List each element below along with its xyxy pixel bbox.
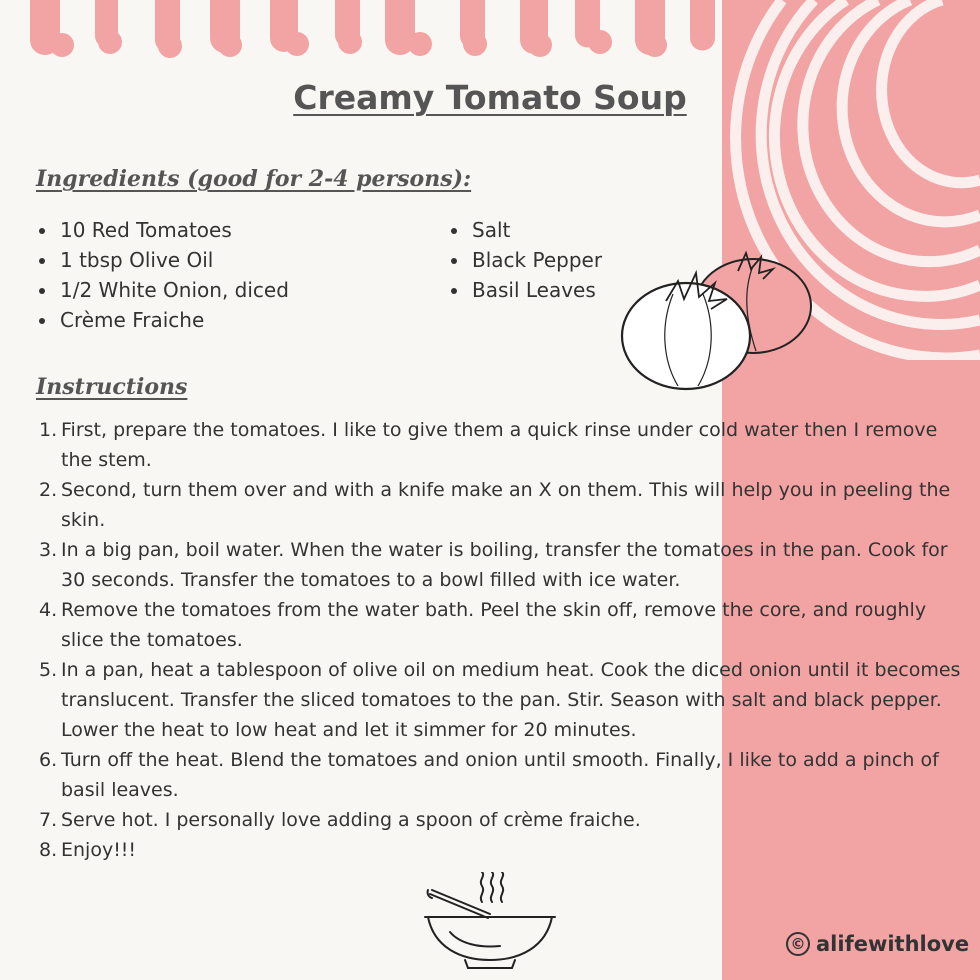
step-text: First, prepare the tomatoes. I like to give them a quick rinse under cold water then I remove the stem. bbox=[61, 419, 938, 471]
instruction-step bbox=[36, 595, 966, 655]
ingredients-list-right bbox=[448, 215, 602, 305]
step-text: Turn off the heat. Blend the tomatoes and onion until smooth. Finally, I like to add a pinch of basil leaves. bbox=[61, 749, 939, 801]
credit-text: alifewithlove bbox=[816, 932, 970, 956]
soup-bowl-icon bbox=[420, 872, 560, 972]
pink-drip-decoration bbox=[0, 0, 722, 70]
step-text: Remove the tomatoes from the water bath. Peel the skin off, remove the core, and roughly slice the tomatoes. bbox=[61, 599, 927, 651]
step-number: 1. bbox=[39, 419, 58, 441]
step-text: Enjoy!!! bbox=[61, 839, 137, 861]
list-item: 1/2 White Onion, diced bbox=[36, 275, 289, 305]
step-number: 4. bbox=[39, 599, 58, 621]
step-text: In a big pan, boil water. When the water is boiling, transfer the tomatoes in the pan. Cook for 30 seconds. Transfer the tomatoes to a bowl filled with ice water. bbox=[61, 539, 948, 591]
step-text: Second, turn them over and with a knife make an X on them. This will help you in peeling the skin. bbox=[61, 479, 951, 531]
instructions-heading: Instructions bbox=[36, 374, 188, 400]
instruction-step bbox=[36, 805, 966, 835]
ingredients-heading: Ingredients (good for 2-4 persons): bbox=[36, 166, 472, 192]
step-number: 2. bbox=[39, 479, 58, 501]
instructions-list bbox=[36, 415, 966, 865]
instruction-step bbox=[36, 415, 966, 475]
ingredients-list-left bbox=[36, 215, 289, 335]
step-number: 5. bbox=[39, 659, 58, 681]
list-item: 1 tbsp Olive Oil bbox=[36, 245, 289, 275]
step-number: 7. bbox=[39, 809, 58, 831]
list-item: Salt bbox=[448, 215, 602, 245]
instruction-step bbox=[36, 745, 966, 805]
step-text: Serve hot. I personally love adding a spoon of crème fraiche. bbox=[61, 809, 641, 831]
step-text: In a pan, heat a tablespoon of olive oil on medium heat. Cook the diced onion until it becomes translucent. Transfer the sliced tomatoes to the pan. Stir. Season with salt and black pepper. Lower the heat to low heat and let it simmer for 20 minutes. bbox=[61, 659, 961, 741]
list-item: Basil Leaves bbox=[448, 275, 602, 305]
step-number: 3. bbox=[39, 539, 58, 561]
list-item: Black Pepper bbox=[448, 245, 602, 275]
instruction-step bbox=[36, 535, 966, 595]
instruction-step bbox=[36, 655, 966, 745]
tomatoes-illustration bbox=[618, 246, 818, 396]
step-number: 6. bbox=[39, 749, 58, 771]
list-item: Crème Fraiche bbox=[36, 305, 289, 335]
instruction-step bbox=[36, 835, 966, 865]
instruction-step bbox=[36, 475, 966, 535]
step-number: 8. bbox=[39, 839, 58, 861]
page-title: Creamy Tomato Soup bbox=[293, 78, 687, 117]
list-item: 10 Red Tomatoes bbox=[36, 215, 289, 245]
credit-watermark bbox=[786, 932, 969, 956]
copyright-icon: © bbox=[786, 932, 810, 956]
